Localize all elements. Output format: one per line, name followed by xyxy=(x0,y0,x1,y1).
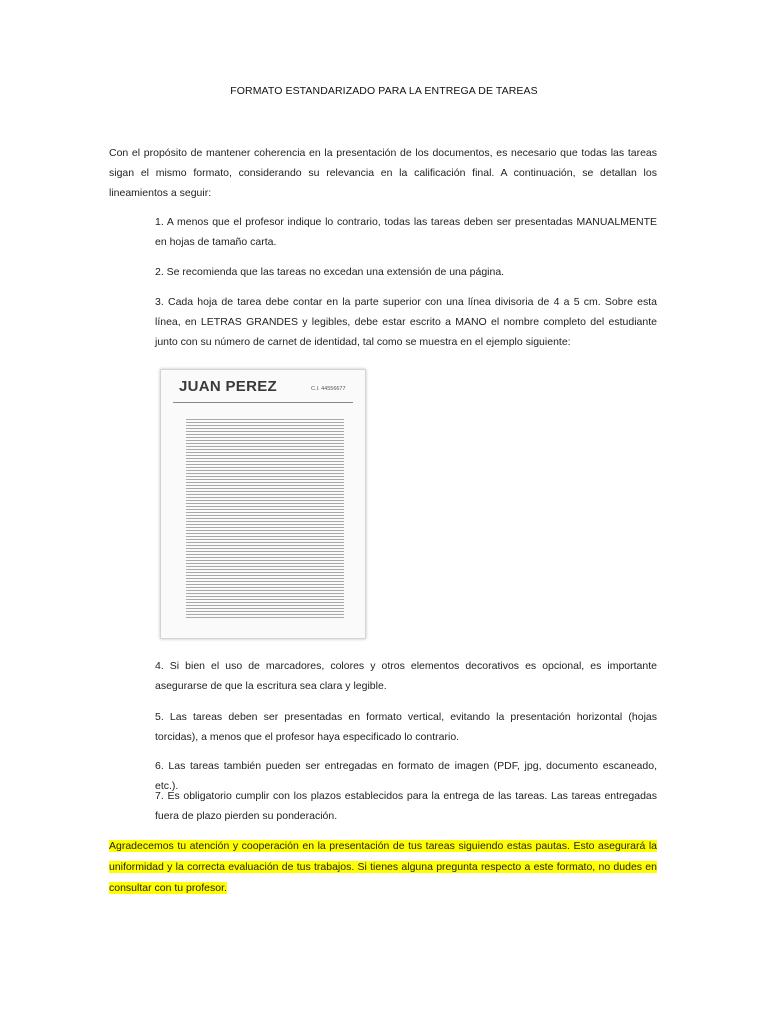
guideline-item-7: 7. Es obligatorio cumplir con los plazos establecidos para la entrega de las tareas. Las tareas entregadas fuera de plazo pierden su ponderación. xyxy=(155,790,657,822)
guideline-item-3: 3. Cada hoja de tarea debe contar en la parte superior con una línea divisoria de 4 a 5 cm. Sobre esta línea, en LETRAS GRANDES y legibles, debe estar escrito a MANO el nombre completo del estudiante junto con su número de carnet de identidad, tal como se muestra en el ejemplo siguiente: xyxy=(155,296,657,348)
example-handwritten-lines xyxy=(186,419,344,619)
example-student-name: JUAN PEREZ xyxy=(179,378,278,395)
guideline-item-2: 2. Se recomienda que las tareas no excedan una extensión de una página. xyxy=(155,266,505,278)
guideline-item-6: 6. Las tareas también pueden ser entregadas en formato de imagen (PDF, jpg, documento escaneado, etc.). xyxy=(155,760,657,792)
example-divider-line xyxy=(173,402,353,403)
intro-paragraph: Con el propósito de mantener coherencia en la presentación de los documentos, es necesario que todas las tareas sigan el mismo formato, considerando su relevancia en la calificación final. A continuación, se detallan los lineamientos a seguir: xyxy=(109,147,657,199)
guideline-item-4: 4. Si bien el uso de marcadores, colores y otros elementos decorativos es opcional, es importante asegurarse de que la escritura sea clara y legible. xyxy=(155,660,657,692)
guideline-item-5: 5. Las tareas deben ser presentadas en formato vertical, evitando la presentación horizontal (hojas torcidas), a menos que el profesor haya especificado lo contrario. xyxy=(155,711,657,743)
guideline-item-1: 1. A menos que el profesor indique lo contrario, todas las tareas deben ser presentadas MANUALMENTE en hojas de tamaño carta. xyxy=(155,216,657,248)
example-homework-sheet xyxy=(160,369,366,639)
example-student-id: C.I. 44556677 xyxy=(311,386,346,392)
closing-highlighted-text: Agradecemos tu atención y cooperación en la presentación de tus tareas siguiendo estas pautas. Esto asegurará la uniformidad y la correcta evaluación de tus trabajos. Si tienes alguna pregunta respecto a este formato, no dudes en consultar con tu profesor. xyxy=(109,840,657,894)
closing-paragraph xyxy=(109,836,657,899)
document-title: FORMATO ESTANDARIZADO PARA LA ENTREGA DE TAREAS xyxy=(230,85,538,97)
